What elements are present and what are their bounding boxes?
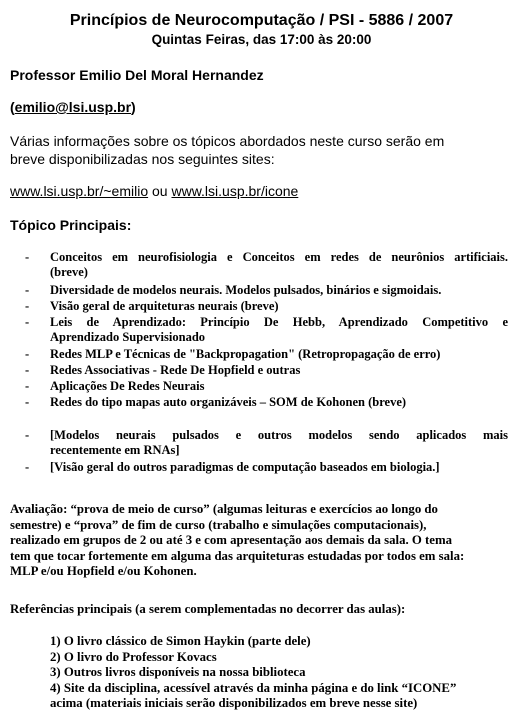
list-dash: - — [25, 428, 30, 442]
reference-item: 1) O livro clássico de Simon Haykin (parte dele) — [50, 634, 311, 648]
topic-text: Redes MLP e Técnicas de "Backpropagation" (Retropropagação de erro) — [50, 347, 441, 361]
evaluation-line: Avaliação: “prova de meio de curso” (algumas leituras e exercícios ao longo do — [10, 502, 438, 516]
list-dash: - — [25, 379, 30, 393]
topic-text: Redes do tipo mapas auto organizáveis – SOM de Kohonen (breve) — [50, 395, 407, 409]
topic-text: [Modelos neurais pulsados e outros modelos sendo aplicados mais — [50, 428, 508, 442]
info-line-2: breve disponibilizadas nos seguintes sites: — [10, 151, 275, 167]
topics-heading: Tópico Principais: — [10, 217, 132, 233]
list-dash: - — [25, 363, 30, 377]
email-open-paren: ( — [10, 99, 15, 115]
evaluation-line: tem que tocar fortemente em alguma das arquiteturas estudadas por todos em sala: — [10, 548, 465, 563]
topic-text: Visão geral de arquiteturas neurais (breve) — [50, 299, 279, 313]
site-link-icone[interactable]: www.lsi.usp.br/icone — [171, 183, 299, 199]
topic-text: Redes Associativas - Rede De Hopfield e outras — [50, 363, 301, 377]
list-dash: - — [25, 347, 30, 361]
topic-text: Conceitos em neurofisiologia e Conceitos em redes de neurônios artificiais. — [50, 250, 508, 264]
email-close-paren: ) — [131, 99, 136, 115]
list-dash: - — [25, 315, 30, 329]
topic-text: Aplicações De Redes Neurais — [50, 379, 205, 393]
professor-email-line — [10, 99, 136, 115]
topic-text-cont: (breve) — [50, 265, 88, 279]
reference-item: 2) O livro do Professor Kovacs — [50, 649, 217, 664]
course-schedule: Quintas Feiras, das 17:00 às 20:00 — [151, 32, 372, 47]
reference-item: acima (materiais iniciais serão disponibilizados em breve nesse site) — [50, 696, 418, 710]
sites-line — [10, 183, 298, 199]
topic-text: Leis de Aprendizado: Princípio De Hebb, Aprendizado Competitivo e — [50, 315, 508, 329]
topic-text-cont: recentemente em RNAs] — [50, 443, 180, 457]
list-dash: - — [25, 299, 30, 313]
topic-text: [Visão geral do outros paradigmas de computação baseados em biologia.] — [50, 460, 440, 474]
topic-item — [25, 250, 510, 280]
info-line-1: Várias informações sobre os tópicos abordados neste curso serão em — [10, 133, 445, 149]
references-list — [50, 634, 515, 712]
list-dash: - — [25, 250, 30, 264]
site-link-emilio[interactable]: www.lsi.usp.br/~emilio — [10, 183, 149, 199]
evaluation-line: MLP e/ou Hopfield e/ou Kohonen. — [10, 564, 197, 578]
evaluation-line: realizado em grupos de 2 ou até 3 e com apresentação aos demais da sala. O tema — [10, 533, 453, 547]
list-dash: - — [25, 283, 30, 297]
evaluation-paragraph — [10, 502, 515, 580]
references-heading: Referências principais (a serem complementadas no decorrer das aulas): — [10, 602, 406, 616]
topics-list — [25, 250, 510, 480]
list-dash: - — [25, 460, 30, 474]
topic-text: Diversidade de modelos neurais. Modelos pulsados, binários e sigmoidais. — [50, 283, 442, 297]
reference-item: 3) Outros livros disponíveis na nossa biblioteca — [50, 665, 306, 679]
professor-name: Professor Emilio Del Moral Hernandez — [10, 67, 264, 83]
email-link[interactable]: emilio@lsi.usp.br — [14, 99, 132, 115]
list-dash: - — [25, 395, 30, 409]
evaluation-line: semestre) e “prova” de fim de curso (trabalho e simulações computacionais), — [10, 517, 427, 532]
course-title: Princípios de Neurocomputação / PSI - 5886 / 2007 — [69, 12, 454, 29]
topic-text-cont: Aprendizado Supervisionado — [50, 330, 206, 344]
sites-separator: ou — [148, 183, 172, 199]
reference-item: 4) Site da disciplina, acessível através da minha página e do link “ICONE” — [50, 680, 457, 695]
